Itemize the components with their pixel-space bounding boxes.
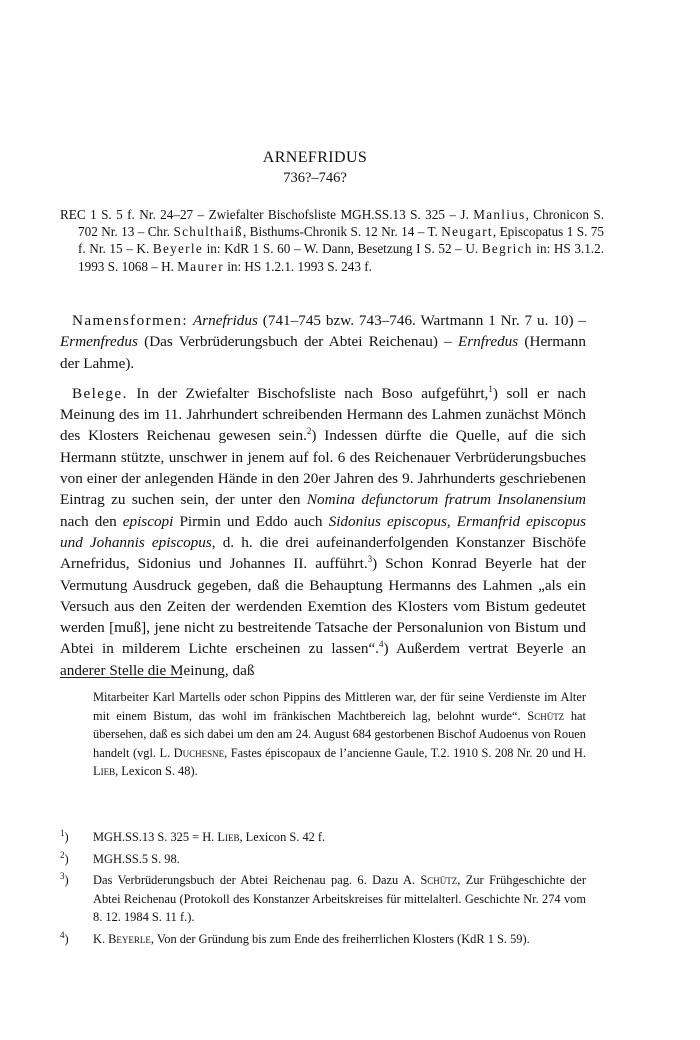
ref-author: Manlius (473, 207, 526, 222)
ref-text: , Episcopatus 1 S. 75 f. Nr. 15 – K. (78, 224, 604, 257)
footnote-list (60, 828, 586, 951)
paragraph-text: Pirmin und Eddo auch (173, 512, 329, 530)
paragraph-text: , d. h. die drei aufeinanderfolgenden Konstanzer Bischöfe Arnefridus, Sidonius und Johannes II. aufführt. (60, 533, 586, 573)
cited-author: Lieb (217, 830, 240, 844)
ref-author: Neugart (441, 224, 493, 240)
footnote-text: hat übersehen, daß es sich dabei um den am 24. August 684 gestorbenen Bischof Audoenus von Rouen handelt (vgl. L. (93, 708, 586, 760)
ref-author: Beyerle (152, 241, 203, 257)
paragraph-text: (741–745 bzw. 743–746. Wartmann 1 Nr. 7 u. 10) – (257, 312, 586, 329)
paragraph-text: nach den (60, 512, 123, 530)
footnote-text: , Lexicon S. 48). (115, 764, 198, 778)
ref-text: REC 1 S. 5 f. Nr. 24–27 – Zwiefalter Bischofsliste MGH.SS.13 S. 325 – J. (60, 207, 474, 222)
paragraph-text: ) Außerdem vertrat Beyerle an anderer Stelle die Meinung, daß (60, 640, 586, 679)
name-form: Ernfredus (457, 333, 519, 351)
footnote-number: $^3$) (60, 870, 69, 887)
namensformen-paragraph (60, 310, 586, 374)
entry-title: ARNEFRIDUS (262, 149, 368, 166)
continued-footnote (93, 688, 586, 781)
main-text (60, 310, 586, 681)
cited-author: Schütz (420, 873, 458, 887)
footnote-item (60, 871, 586, 927)
belege-paragraph (60, 383, 586, 681)
ref-author: Maurer (177, 258, 224, 274)
paragraph-text: ) Schon Konrad Beyerle hat der Vermutung Ausdruck gegeben, daß die Behauptung Hermanns des Lahmen „als ein Versuch aus den Zeiten der werdenden Exemtion des Klosters vom Bistum gedeutet werden [muß], jene nicht zu bestreitende Tatsache der Personalunion von Bistum und Abtei in milderem Lichte erscheinen zu lassen“. (60, 555, 586, 658)
paragraph-text: In der Zwiefalter Bischofsliste nach Boso aufgeführt, (127, 384, 489, 402)
cited-author: Lieb (93, 764, 116, 778)
ref-text: in: HS 3.1.2. 1993 S. 1068 – H. (78, 241, 604, 274)
footnote-separator (60, 677, 182, 678)
section-heading: Belege. (72, 384, 128, 402)
footnote-text: MGH.SS.5 S. 98. (93, 851, 180, 866)
footnote-marker[interactable]: 2 (306, 426, 312, 437)
ref-text: , Chronicon S. 702 Nr. 13 – Chr. (78, 207, 605, 240)
footnote-text: Das Verbrüderungsbuch der Abtei Reichenau pag. 6. Dazu A. Schütz, Zur Frühgeschichte der Abtei Reichenau (Protokoll des Konstanzer Arbeitskreises für mittelalterl. Geschichte Nr. 274 vom 8. 12. 1984 S. 11 f.). (93, 873, 586, 924)
latin-quote: Sidonius episcopus, Ermanfrid episcopus und Johannis episcopus (60, 512, 587, 551)
ref-author: Begrich (481, 241, 533, 257)
cited-author: Beyerle (108, 931, 151, 946)
footnote-number: $^2$) (60, 849, 69, 866)
footnote-marker[interactable]: 1 (488, 383, 493, 394)
section-heading: Namensformen: (72, 312, 189, 329)
ref-text: in: KdR 1 S. 60 – W. Dann, Besetzung I S. 52 – U. (202, 241, 482, 257)
ref-text: in: HS 1.2.1. 1993 S. 243 f. (223, 258, 372, 274)
ref-author: Schulthaiß (173, 224, 243, 240)
footnote-text: K. Beyerle, Von der Gründung bis zum Ende des freiherrlichen Klosters (KdR 1 S. 59). (93, 931, 530, 946)
footnote-text: Mitarbeiter Karl Martells oder schon Pippins des Mittleren war, der für seine Verdienste im Alter mit einem Bistum, das wohl im fränkischen Machtbereich lag, belohnt wurde“. (93, 690, 586, 723)
cited-author: Duchesne (173, 745, 225, 760)
name-form: Ermenfredus (60, 333, 138, 351)
footnote-item (60, 850, 586, 869)
paragraph-text: ) soll er nach Meinung des im 11. Jahrhundert schreibenden Hermann des Lahmen zunächst Mönch des Klosters Reichenau gewesen sein. (60, 384, 586, 445)
footnote-text: MGH.SS.13 S. 325 = H. Lieb, Lexicon S. 42 f. (93, 830, 326, 844)
latin-quote: Nomina defunctorum fratrum Insolanensium (306, 491, 586, 509)
footnote-item (60, 828, 586, 847)
paragraph-text: (Hermann der Lahme). (60, 333, 586, 372)
paragraph-text: (Das Verbrüderungsbuch der Abtei Reichenau) – (137, 333, 458, 351)
footnote-number: $^1$) (60, 827, 69, 844)
footnote-marker[interactable]: 3 (367, 554, 373, 565)
footnote-item (60, 930, 586, 949)
cited-author: Schütz (527, 708, 565, 723)
ref-text: , Bisthums-Chronik S. 12 Nr. 14 – T. (242, 224, 442, 240)
paragraph-text: ) Indessen dürfte die Quelle, auf die sich Hermann stützte, unschwer in jenem auf fol. 6 des Reichenauer Verbrüderungsbuches von einer der anlegenden Hände in den 20er Jahren des 9. Jahrhunderts geschriebenen Eintrag zu suchen sein, der unter den (60, 427, 586, 509)
latin-quote: episcopi (122, 512, 174, 530)
footnote-marker[interactable]: 4 (378, 639, 384, 650)
name-form: Arnefridus (192, 312, 258, 329)
entry-header (0, 148, 630, 188)
reference-list (60, 206, 604, 275)
footnote-text: , Fastes épiscopaux de l’ancienne Gaule, T.2. 1910 S. 208 Nr. 20 und H. (224, 745, 586, 760)
footnote-number: $^4$) (60, 929, 69, 946)
entry-dates: 736?–746? (283, 170, 347, 186)
